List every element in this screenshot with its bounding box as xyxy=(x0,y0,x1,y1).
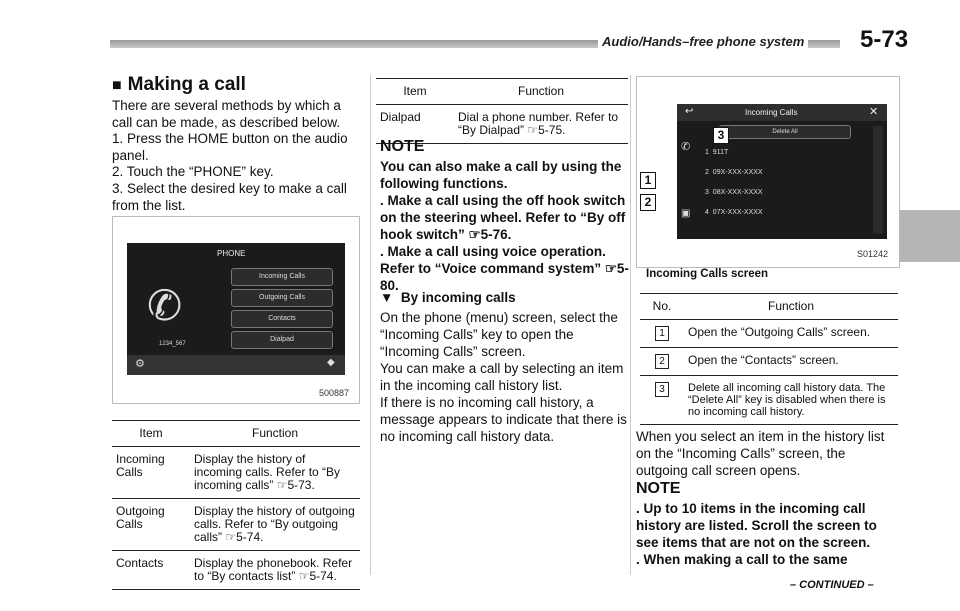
table-cell: Contacts xyxy=(112,551,190,590)
sub-heading: ▼ By incoming calls xyxy=(380,290,516,305)
table-cell: Open the “Outgoing Calls” screen. xyxy=(684,320,898,348)
table-header: No. xyxy=(640,294,684,320)
dialpad-table xyxy=(376,78,628,144)
incoming-calls-figure xyxy=(636,76,900,268)
callout-3: 3 xyxy=(713,127,729,144)
table-header: Function xyxy=(190,421,360,447)
phone-number: 1234_567 xyxy=(159,341,186,347)
section-title: Audio/Hands–free phone system xyxy=(598,34,808,49)
dialpad-button[interactable]: Dialpad xyxy=(231,331,333,349)
list-item[interactable]: 1 911T xyxy=(705,149,729,156)
items-table xyxy=(112,420,360,590)
table-cell: Display the phonebook. Refer to “By contacts list” ☞5-74. xyxy=(190,551,360,590)
paragraph: You can make a call by selecting an item in the incoming call history list. xyxy=(380,361,624,393)
section-heading: ■ Making a call xyxy=(112,74,246,95)
step-2: 2. Touch the “PHONE” key. xyxy=(112,164,274,179)
outgoing-calls-button[interactable]: Outgoing Calls xyxy=(231,289,333,307)
note-item: . Make a call using the off hook switch on the steering wheel. Refer to “By off hook switch” ☞5-76. xyxy=(380,193,626,242)
table-cell: 1 xyxy=(640,320,684,348)
table-row xyxy=(640,348,898,376)
table-cell: Dial a phone number. Refer to “By Dialpad” ☞5-75. xyxy=(454,105,628,144)
paragraph: On the phone (menu) screen, select the “Incoming Calls” key to open the “Incoming Calls” screen. xyxy=(380,310,618,359)
close-icon[interactable]: ✕ xyxy=(869,106,879,118)
note-heading: NOTE xyxy=(636,480,681,497)
page-number: 5-73 xyxy=(860,26,909,53)
table-cell: Display the history of outgoing calls. Refer to “By outgoing calls” ☞5-74. xyxy=(190,499,360,551)
table-row xyxy=(112,447,360,499)
intro-text: There are several methods by which a call can be made, as described below. xyxy=(112,98,341,130)
table-row xyxy=(640,320,898,348)
outgoing-calls-icon[interactable]: ✆ xyxy=(681,141,691,153)
screen-title: PHONE xyxy=(217,249,246,258)
table-cell: 3 xyxy=(640,376,684,425)
note-heading: NOTE xyxy=(380,138,425,155)
figure-caption: Incoming Calls screen xyxy=(646,268,769,280)
table-cell: Outgoing Calls xyxy=(112,499,190,551)
note-item: . Make a call using voice operation. Refer to “Voice command system” ☞5-80. xyxy=(380,244,629,293)
callouts-table xyxy=(640,293,898,425)
note-item: . When making a call to the same xyxy=(636,552,848,567)
screen-title: Incoming Calls xyxy=(745,108,798,117)
back-icon[interactable]: ↩ xyxy=(685,106,694,117)
table-header: Item xyxy=(112,421,190,447)
table-row xyxy=(640,376,898,425)
column-divider xyxy=(630,75,631,575)
paragraph: When you select an item in the history list on the “Incoming Calls” screen, the outgoing call screen opens. xyxy=(636,429,885,478)
table-header: Function xyxy=(684,294,898,320)
phone-screen xyxy=(127,243,345,375)
note-intro: You can also make a call by using the following functions. xyxy=(380,159,622,191)
note-item: . Up to 10 items in the incoming call history are listed. Scroll the screen to see items that are not on the screen. xyxy=(636,501,877,550)
table-cell: 2 xyxy=(640,348,684,376)
table-cell: Dialpad xyxy=(376,105,454,144)
incoming-calls-button[interactable]: Incoming Calls xyxy=(231,268,333,286)
settings-icon[interactable]: ⚙ xyxy=(135,358,145,370)
bluetooth-icon[interactable]: ◆ xyxy=(327,357,335,368)
table-cell: Incoming Calls xyxy=(112,447,190,499)
phone-icon: ✆ xyxy=(147,282,183,329)
contacts-button[interactable]: Contacts xyxy=(231,310,333,328)
bottom-bar xyxy=(127,355,345,375)
step-3: 3. Select the desired key to make a call from the list. xyxy=(112,181,347,213)
step-1: 1. Press the HOME button on the audio panel. xyxy=(112,131,348,163)
table-row xyxy=(112,499,360,551)
heading-marker: ■ xyxy=(112,77,122,94)
delete-all-button[interactable]: Delete All xyxy=(719,125,851,139)
callout-2: 2 xyxy=(640,194,656,211)
table-row xyxy=(112,551,360,590)
table-cell: Open the “Contacts” screen. xyxy=(684,348,898,376)
continued-label: – CONTINUED – xyxy=(790,579,874,591)
column-divider xyxy=(370,75,371,575)
callout-1: 1 xyxy=(640,172,656,189)
chapter-tab xyxy=(900,210,960,262)
table-header: Item xyxy=(376,79,454,105)
table-header: Function xyxy=(454,79,628,105)
list-item[interactable]: 3 08X-XXX-XXXX xyxy=(705,189,763,196)
sub-heading-marker: ▼ xyxy=(380,290,394,305)
figure-code: 500887 xyxy=(319,388,350,398)
scrollbar[interactable] xyxy=(873,126,883,234)
table-cell: Delete all incoming call history data. The “Delete All” key is disabled when there is no incoming call history. xyxy=(684,376,898,425)
paragraph: If there is no incoming call history, a message appears to indicate that there is no incoming call history data. xyxy=(380,395,627,444)
table-cell: Display the history of incoming calls. Refer to “By incoming calls” ☞5-73. xyxy=(190,447,360,499)
list-item[interactable]: 2 09X-XXX-XXXX xyxy=(705,169,763,176)
contacts-icon[interactable]: ▣ xyxy=(681,208,691,219)
incoming-calls-screen xyxy=(677,104,887,239)
phone-screen-figure xyxy=(112,216,360,404)
figure-code: S01242 xyxy=(857,249,889,259)
list-item[interactable]: 4 07X-XXX-XXXX xyxy=(705,209,763,216)
